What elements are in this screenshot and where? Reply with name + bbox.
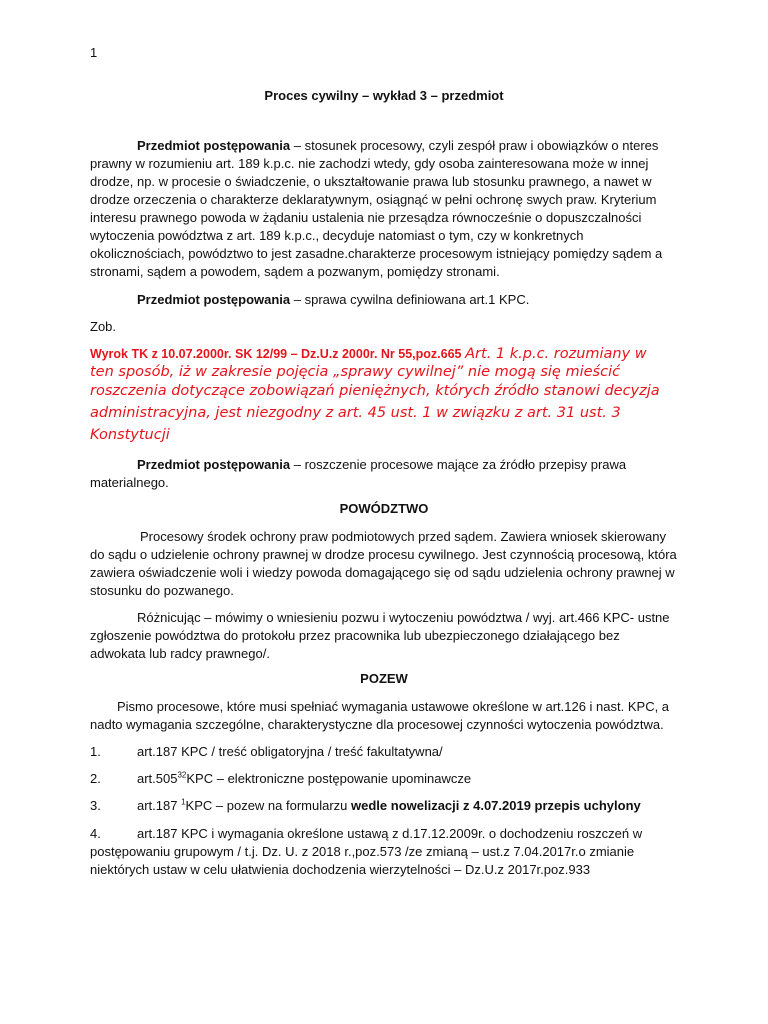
- list-item-3-text: [137, 797, 641, 815]
- term-przedmiot-postepowania: Przedmiot postępowania: [137, 292, 291, 307]
- list-item-2-text: [137, 770, 471, 788]
- list-item-1-text: art.187 KPC / treść obligatoryjna / treść fakultatywna/: [137, 744, 443, 759]
- paragraph-4-line: do sądu o udzielenie ochrony prawnej w drodze procesu cywilnego. Jest czynnością procesową, która: [90, 547, 677, 562]
- paragraph-4-line: zawiera oświadczenie woli i wiedzy powoda domagającego się od sądu udzielenia ochrony prawnej w: [90, 565, 675, 580]
- heading-pozew: POZEW: [360, 671, 408, 686]
- paragraph-1-first-line: [137, 137, 658, 155]
- paragraph-1-first-rest: – stosunek procesowy, czyli zespół praw i obowiązków o nteres: [290, 138, 659, 153]
- paragraph-2: [137, 291, 529, 309]
- paragraph-4-line: Procesowy środek ochrony praw podmiotowych przed sądem. Zawiera wniosek skierowany: [140, 529, 667, 544]
- paragraph-1-line: okolicznościach, powództwo to jest zasadne.charakterze procesowym istniejący pomiędzy sądem a: [90, 246, 663, 261]
- paragraph-1-line: interesu prawnego powoda w żądaniu ustalenia nie przesądza równocześnie o dopuszczalności: [90, 210, 642, 225]
- paragraph-5-line: zgłoszenie powództwa do protokołu przez pracownika lub ubezpieczonego działającego bez: [90, 628, 620, 643]
- ruling-text-line: ten sposób, iż w zakresie pojęcia „sprawy cywilnej” nie mogą się mieścić: [90, 364, 621, 380]
- list-item-3-superscript: 1: [181, 797, 186, 807]
- list-item-4-first-line: art.187 KPC i wymagania określone ustawą z d.17.12.2009r. o dochodzeniu roszczeń w: [137, 826, 643, 841]
- term-przedmiot-postepowania: Przedmiot postępowania: [137, 457, 291, 472]
- list-item-2-article: art.505: [137, 771, 178, 786]
- paragraph-1-line: drodze orzeczenia o charakterze deklaratywnym, osiągnąć w pełni ochronę swych praw. Kryterium: [90, 192, 657, 207]
- document-title: Proces cywilny – wykład 3 – przedmiot: [264, 88, 504, 103]
- term-przedmiot-postepowania: Przedmiot postępowania: [137, 138, 291, 153]
- paragraph-6-line: nadto wymagania szczególne, charakterystyczne dla procesowej czynności wytoczenia powództwa.: [90, 717, 664, 732]
- list-item-3-note: wedle nowelizacji z 4.07.2019 przepis uchylony: [351, 798, 641, 813]
- ruling-text-line: administracyjna, jest niezgodny z art. 45 ust. 1 w związku z art. 31 ust. 3: [90, 405, 621, 421]
- paragraph-4-line: stosunku do pozwanego.: [90, 583, 234, 598]
- page-number: 1: [90, 45, 98, 60]
- ruling-text-line: roszczenia dotyczące zobowiązań pieniężnych, których źródło stanowi decyzja: [90, 383, 660, 399]
- paragraph-6-line: Pismo procesowe, które musi spełniać wymagania ustawowe określone w art.126 i nast. KPC, a: [117, 699, 670, 714]
- paragraph-1-line: wytoczenia powództwa z art. 189 k.p.c., decyduje natomiast o tym, czy w konkretnych: [90, 228, 584, 243]
- ruling-text-start: Art. 1 k.p.c. rozumiany w: [465, 346, 647, 362]
- list-item-3-rest: KPC – pozew na formularzu: [185, 798, 352, 813]
- list-item-4-line: postępowaniu grupowym / t.j. Dz. U. z 2018 r.,poz.573 /ze zmianą – ust.z 7.04.2017r.o zmianie: [90, 844, 635, 859]
- zob-label: Zob.: [90, 319, 117, 334]
- list-item-4-line: niektórych ustaw w celu ułatwienia dochodzenia wierzytelności – Dz.U.z 2017r.poz.933: [90, 862, 591, 877]
- paragraph-1-line: drodze, np. w procesie o świadczenie, o ukształtowanie prawa lub stosunku prawnego, a nawet w: [90, 174, 652, 189]
- paragraph-3-first-line: [137, 456, 626, 474]
- paragraph-1-line: stronami, sądem a powodem, sądem a pozwanym, pomiędzy stronami.: [90, 264, 500, 279]
- heading-powodztwo: POWÓDZTWO: [339, 501, 429, 516]
- list-item-number: 3.: [90, 798, 101, 813]
- paragraph-3-line: materialnego.: [90, 475, 169, 490]
- list-item-number: 4.: [90, 826, 101, 841]
- list-item-number: 1.: [90, 744, 101, 759]
- paragraph-1-line: prawny w rozumieniu art. 189 k.p.c. nie zachodzi wtedy, gdy osoba zainteresowana może w innej: [90, 156, 649, 171]
- ruling-text-line: Konstytucji: [90, 427, 170, 443]
- ruling-citation: Wyrok TK z 10.07.2000r. SK 12/99 – Dz.U.z 2000r. Nr 55,poz.665: [90, 347, 462, 361]
- paragraph-5-line: Różnicując – mówimy o wniesieniu pozwu i wytoczeniu powództwa / wyj. art.466 KPC- ustne: [137, 610, 670, 625]
- paragraph-2-rest: – sprawa cywilna definiowana art.1 KPC.: [290, 292, 530, 307]
- paragraph-3-first-rest: – roszczenie procesowe mające za źródło przepisy prawa: [290, 457, 627, 472]
- paragraph-5-line: adwokata lub radcy prawnego/.: [90, 646, 270, 661]
- list-item-2-rest: KPC – elektroniczne postępowanie upominawcze: [186, 771, 472, 786]
- list-item-number: 2.: [90, 771, 101, 786]
- list-item-3-article: art.187: [137, 798, 182, 813]
- list-item-2-superscript: 32: [177, 770, 187, 780]
